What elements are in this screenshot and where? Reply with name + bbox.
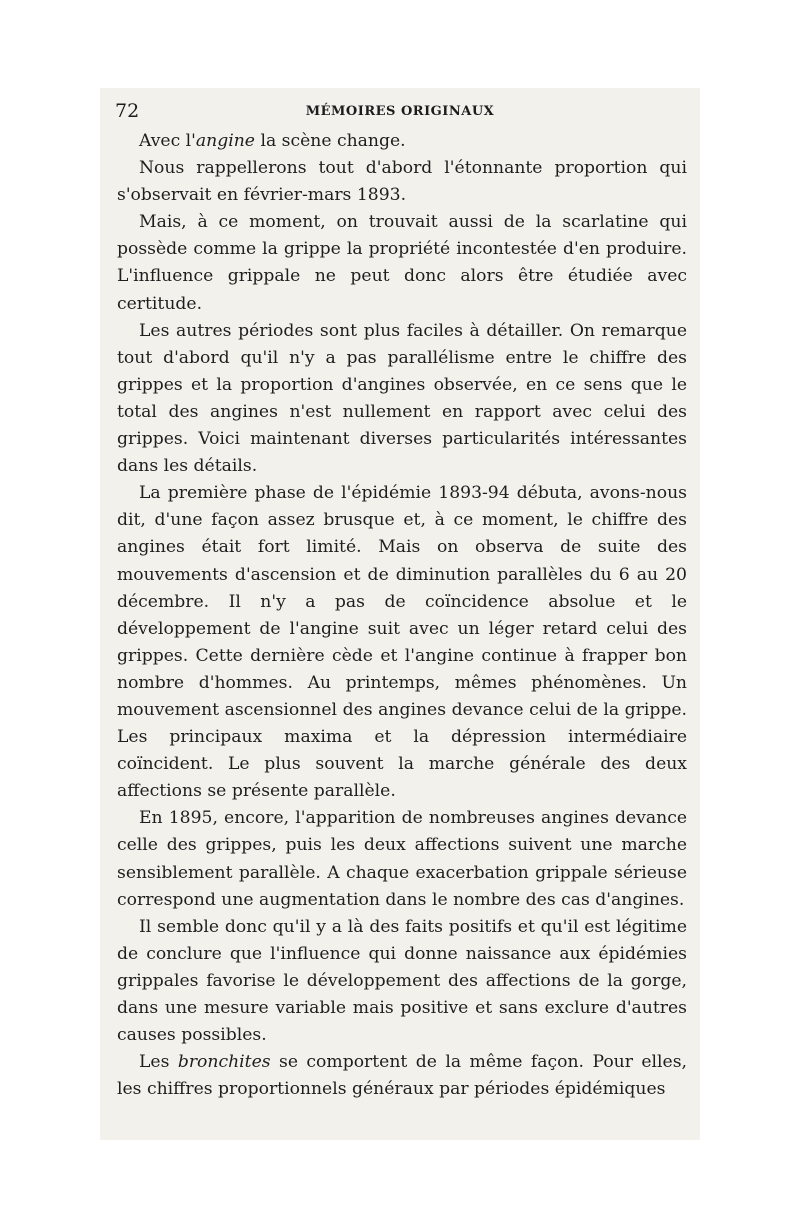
paragraph: La première phase de l'épidémie 1893-94 débuta, avons-nous dit, d'une façon assez brusque et, à ce moment, le chiffre des angines était fort limité. Mais on observa de suite des mouvements d'ascension et de diminution parallèles du 6 au 20 décembre. Il n'y a pas de coïncidence absolue et le développement de l'angine suit avec un léger retard celui des grippes. Cette dernière cède et l'angine continue à frapper bon nombre d'hommes. Au printemps, mêmes phénomènes. Un mouvement ascensionnel des angines devance celui de la grippe. Les principaux maxima et la dépression intermédiaire coïncident. Le plus souvent la marche générale des deux affections se présente parallèle.: [117, 483, 687, 802]
italic-term-bronchites: bronchites: [177, 1052, 271, 1073]
paragraph: Mais, à ce moment, on trouvait aussi de la scarlatine qui possède comme la grippe la propriété incontestée d'en produire. L'influence grippale ne peut donc alors être étudiée avec certitude.: [117, 212, 687, 314]
paragraph: Nous rappellerons tout d'abord l'étonnante proportion qui s'observait en février-mars 1893.: [117, 158, 687, 206]
running-head: [115, 100, 685, 124]
page-number: 72: [115, 100, 140, 122]
paragraph: En 1895, encore, l'apparition de nombreuses angines devance celle des grippes, puis les deux affections suivent une marche sensiblement parallèle. A chaque exacerbation grippale sérieuse correspond une augmentation dans le nombre des cas d'angines.: [117, 808, 687, 910]
paragraph-angine: Avec l'angine la scène change.: [139, 131, 406, 151]
body-text: [117, 128, 687, 1103]
paragraph: Il semble donc qu'il y a là des faits positifs et qu'il est légitime de conclure que l'influence qui donne naissance aux épidémies grippales favorise le développement des affections de la gorge, dans une mesure variable mais positive et sans exclure d'autres causes possibles.: [117, 916, 687, 1046]
paragraph: Les autres périodes sont plus faciles à détailler. On remarque tout d'abord qu'il n'y a pas parallélisme entre le chiffre des grippes et la proportion d'angines observée, en ce sens que le total des angines n'est nullement en rapport avec celui des grippes. Voici maintenant diverses particularités intéressantes dans les détails.: [117, 320, 687, 477]
running-title: MÉMOIRES ORIGINAUX: [305, 104, 495, 119]
paragraph-bronchites: Les bronchites se comportent de la même façon. Pour elles, les chiffres proportionnels généraux par périodes épidémiques: [117, 1052, 687, 1100]
italic-term-angine: angine: [195, 131, 255, 151]
